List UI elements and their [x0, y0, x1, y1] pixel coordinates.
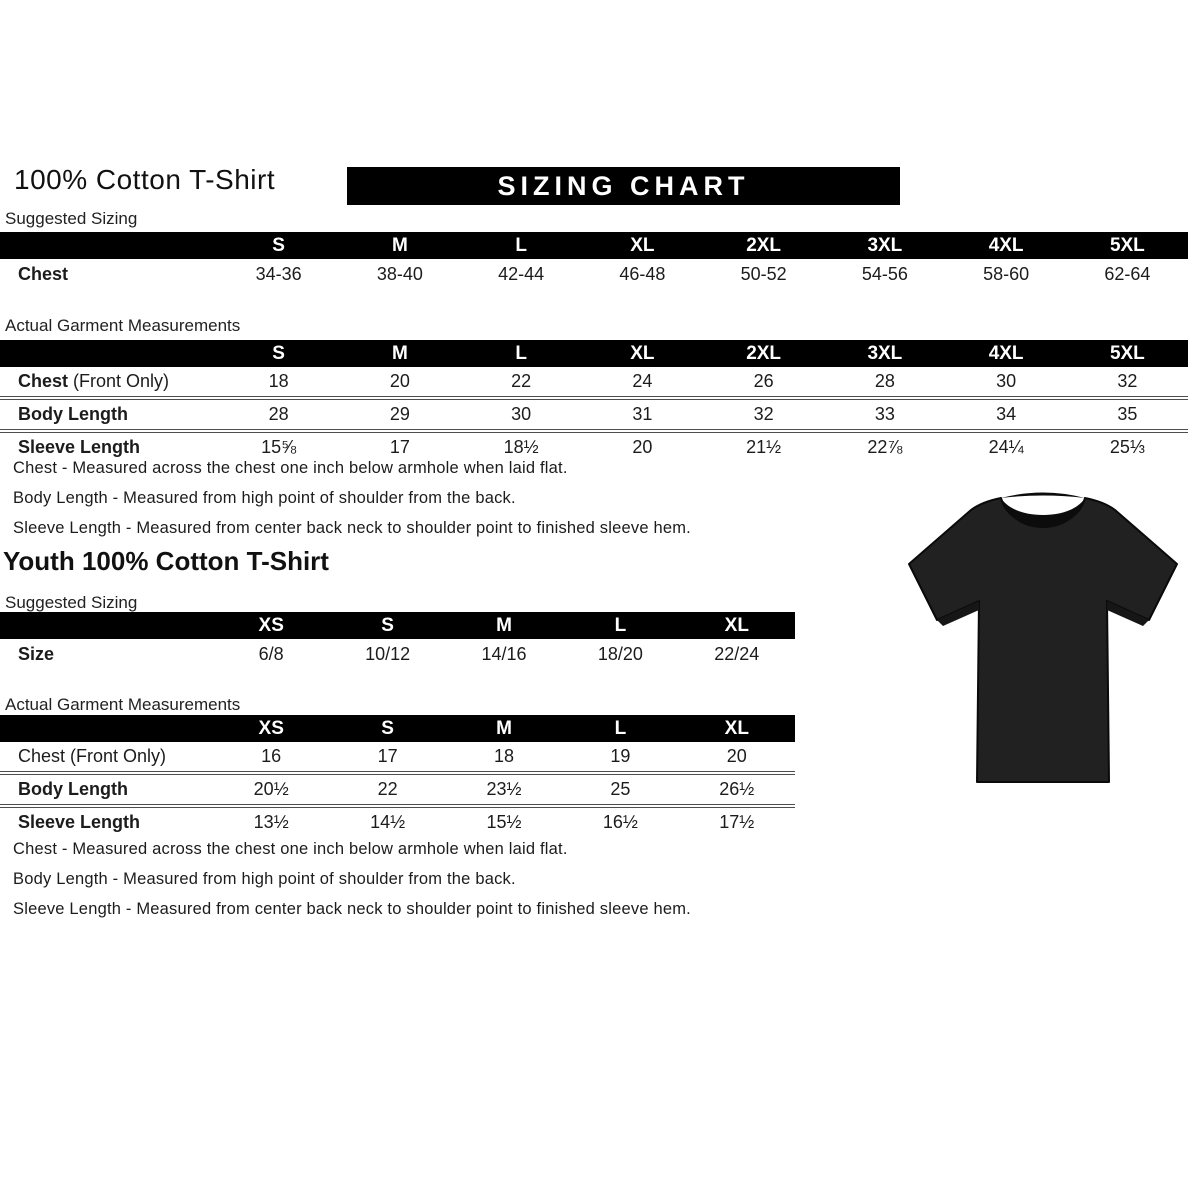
size-header-row	[0, 232, 1188, 259]
adult-suggested-sizing-table	[0, 232, 1188, 289]
measurement-row	[0, 639, 795, 669]
measurement-row	[0, 259, 1188, 289]
measurement-value: 19	[610, 746, 631, 766]
measurement-value: 20	[582, 431, 703, 462]
size-column-header: 2XL	[703, 232, 824, 259]
measurement-row	[0, 431, 1188, 462]
measurement-value: 34	[946, 398, 1067, 431]
size-column-header: M	[339, 232, 460, 259]
measurement-value: 33	[824, 398, 945, 431]
measurement-value: 20	[726, 746, 747, 766]
youth-suggested-sizing-label: Suggested Sizing	[5, 593, 138, 612]
measurement-value: 25⅓	[1067, 431, 1188, 462]
adult-measurement-notes	[13, 459, 691, 549]
measurement-value: 20	[389, 371, 410, 391]
measurement-value: 22	[511, 371, 532, 391]
measurement-value: 28	[874, 371, 895, 391]
measurement-value: 28	[218, 398, 339, 431]
youth-suggested-sizing-table	[0, 612, 795, 669]
measurement-note: Chest - Measured across the chest one inch below armhole when laid flat.	[13, 459, 568, 477]
page-title: 100% Cotton T-Shirt	[14, 164, 276, 195]
measurement-value: 58-60	[983, 263, 1030, 284]
row-label: Chest	[18, 263, 69, 284]
adult-actual-measurements-label: Actual Garment Measurements	[5, 316, 241, 335]
black-tshirt-image	[893, 483, 1193, 805]
measurement-value: 31	[582, 398, 703, 431]
measurement-row	[0, 398, 1188, 431]
size-column-header: 4XL	[946, 340, 1067, 367]
size-header-row	[0, 612, 795, 639]
measurement-value: 22	[329, 773, 445, 806]
measurement-value: 24	[632, 371, 653, 391]
measurement-value: 35	[1067, 398, 1188, 431]
measurement-value: 10/12	[365, 643, 411, 664]
size-column-header: XL	[679, 715, 795, 742]
measurement-row	[0, 773, 795, 806]
measurement-row	[0, 806, 795, 837]
size-column-header: M	[339, 340, 460, 367]
row-label-column-header	[0, 340, 218, 367]
measurement-value: 18½	[461, 431, 582, 462]
size-header-row	[0, 340, 1188, 367]
sizing-chart-banner: SIZING CHART	[347, 167, 900, 205]
measurement-value: 26½	[679, 773, 795, 806]
measurement-note: Sleeve Length - Measured from center back neck to shoulder point to finished sleeve hem.	[13, 900, 691, 918]
measurement-value: 15⅝	[218, 431, 339, 462]
measurement-value: 22⅞	[824, 431, 945, 462]
size-column-header: XS	[213, 715, 329, 742]
measurement-value: 30	[461, 398, 582, 431]
size-column-header: S	[218, 232, 339, 259]
youth-title: Youth 100% Cotton T-Shirt	[3, 546, 329, 576]
measurement-value: 32	[1117, 371, 1138, 391]
measurement-value: 21½	[703, 431, 824, 462]
measurement-value: 14/16	[481, 643, 527, 664]
measurement-value: 6/8	[258, 643, 284, 664]
size-column-header: L	[461, 232, 582, 259]
tshirt-graphic	[893, 483, 1193, 805]
youth-actual-measurements-table	[0, 715, 795, 837]
size-column-header: S	[218, 340, 339, 367]
measurement-value: 50-52	[740, 263, 787, 284]
measurement-value: 26	[753, 371, 774, 391]
measurement-note: Body Length - Measured from high point of shoulder from the back.	[13, 870, 516, 888]
measurement-value: 24¼	[946, 431, 1067, 462]
size-column-header: M	[446, 612, 562, 639]
row-label: Size	[18, 643, 55, 664]
measurement-value: 16½	[562, 806, 678, 837]
measurement-value: 20½	[213, 773, 329, 806]
row-label-column-header	[0, 612, 213, 639]
measurement-value: 25	[562, 773, 678, 806]
measurement-value: 62-64	[1104, 263, 1151, 284]
size-column-header: 3XL	[824, 340, 945, 367]
size-column-header: 5XL	[1067, 232, 1188, 259]
row-label-column-header	[0, 715, 213, 742]
measurement-value: 14½	[329, 806, 445, 837]
size-column-header: 5XL	[1067, 340, 1188, 367]
youth-measurement-notes	[13, 840, 691, 930]
size-column-header: L	[562, 715, 678, 742]
size-column-header: 2XL	[703, 340, 824, 367]
measurement-value: 38-40	[376, 263, 423, 284]
size-column-header: 3XL	[824, 232, 945, 259]
youth-actual-measurements-label: Actual Garment Measurements	[5, 695, 241, 714]
row-label: Body Length	[0, 398, 218, 431]
measurement-value: 32	[703, 398, 824, 431]
measurement-note: Sleeve Length - Measured from center back neck to shoulder point to finished sleeve hem.	[13, 519, 691, 537]
row-label: Chest (Front Only)	[18, 371, 170, 391]
measurement-value: 34-36	[255, 263, 302, 284]
size-column-header: 4XL	[946, 232, 1067, 259]
size-column-header: XL	[582, 340, 703, 367]
size-column-header: XL	[582, 232, 703, 259]
adult-suggested-sizing-label: Suggested Sizing	[5, 209, 138, 228]
measurement-value: 17½	[679, 806, 795, 837]
measurement-row	[0, 742, 795, 773]
measurement-value: 18/20	[597, 643, 643, 664]
size-column-header: M	[446, 715, 562, 742]
row-label: Chest (Front Only)	[18, 746, 167, 766]
measurement-value: 54-56	[861, 263, 908, 284]
size-column-header: XL	[679, 612, 795, 639]
measurement-value: 29	[339, 398, 460, 431]
measurement-value: 18	[493, 746, 514, 766]
measurement-value: 18	[268, 371, 289, 391]
row-label: Sleeve Length	[0, 806, 213, 837]
row-label-column-header	[0, 232, 218, 259]
size-column-header: L	[562, 612, 678, 639]
measurement-row	[0, 367, 1188, 398]
measurement-value: 23½	[446, 773, 562, 806]
measurement-note: Body Length - Measured from high point of shoulder from the back.	[13, 489, 516, 507]
measurement-value: 16	[261, 746, 282, 766]
measurement-value: 42-44	[498, 263, 545, 284]
row-label: Sleeve Length	[0, 431, 218, 462]
size-column-header: L	[461, 340, 582, 367]
adult-actual-measurements-table	[0, 340, 1188, 462]
size-column-header: S	[329, 715, 445, 742]
size-column-header: S	[329, 612, 445, 639]
measurement-value: 17	[339, 431, 460, 462]
measurement-value: 30	[996, 371, 1017, 391]
measurement-value: 22/24	[714, 643, 760, 664]
size-column-header: XS	[213, 612, 329, 639]
measurement-value: 46-48	[619, 263, 666, 284]
row-label: Body Length	[0, 773, 213, 806]
measurement-value: 13½	[213, 806, 329, 837]
size-header-row	[0, 715, 795, 742]
measurement-note: Chest - Measured across the chest one inch below armhole when laid flat.	[13, 840, 568, 858]
measurement-value: 15½	[446, 806, 562, 837]
measurement-value: 17	[377, 746, 398, 766]
